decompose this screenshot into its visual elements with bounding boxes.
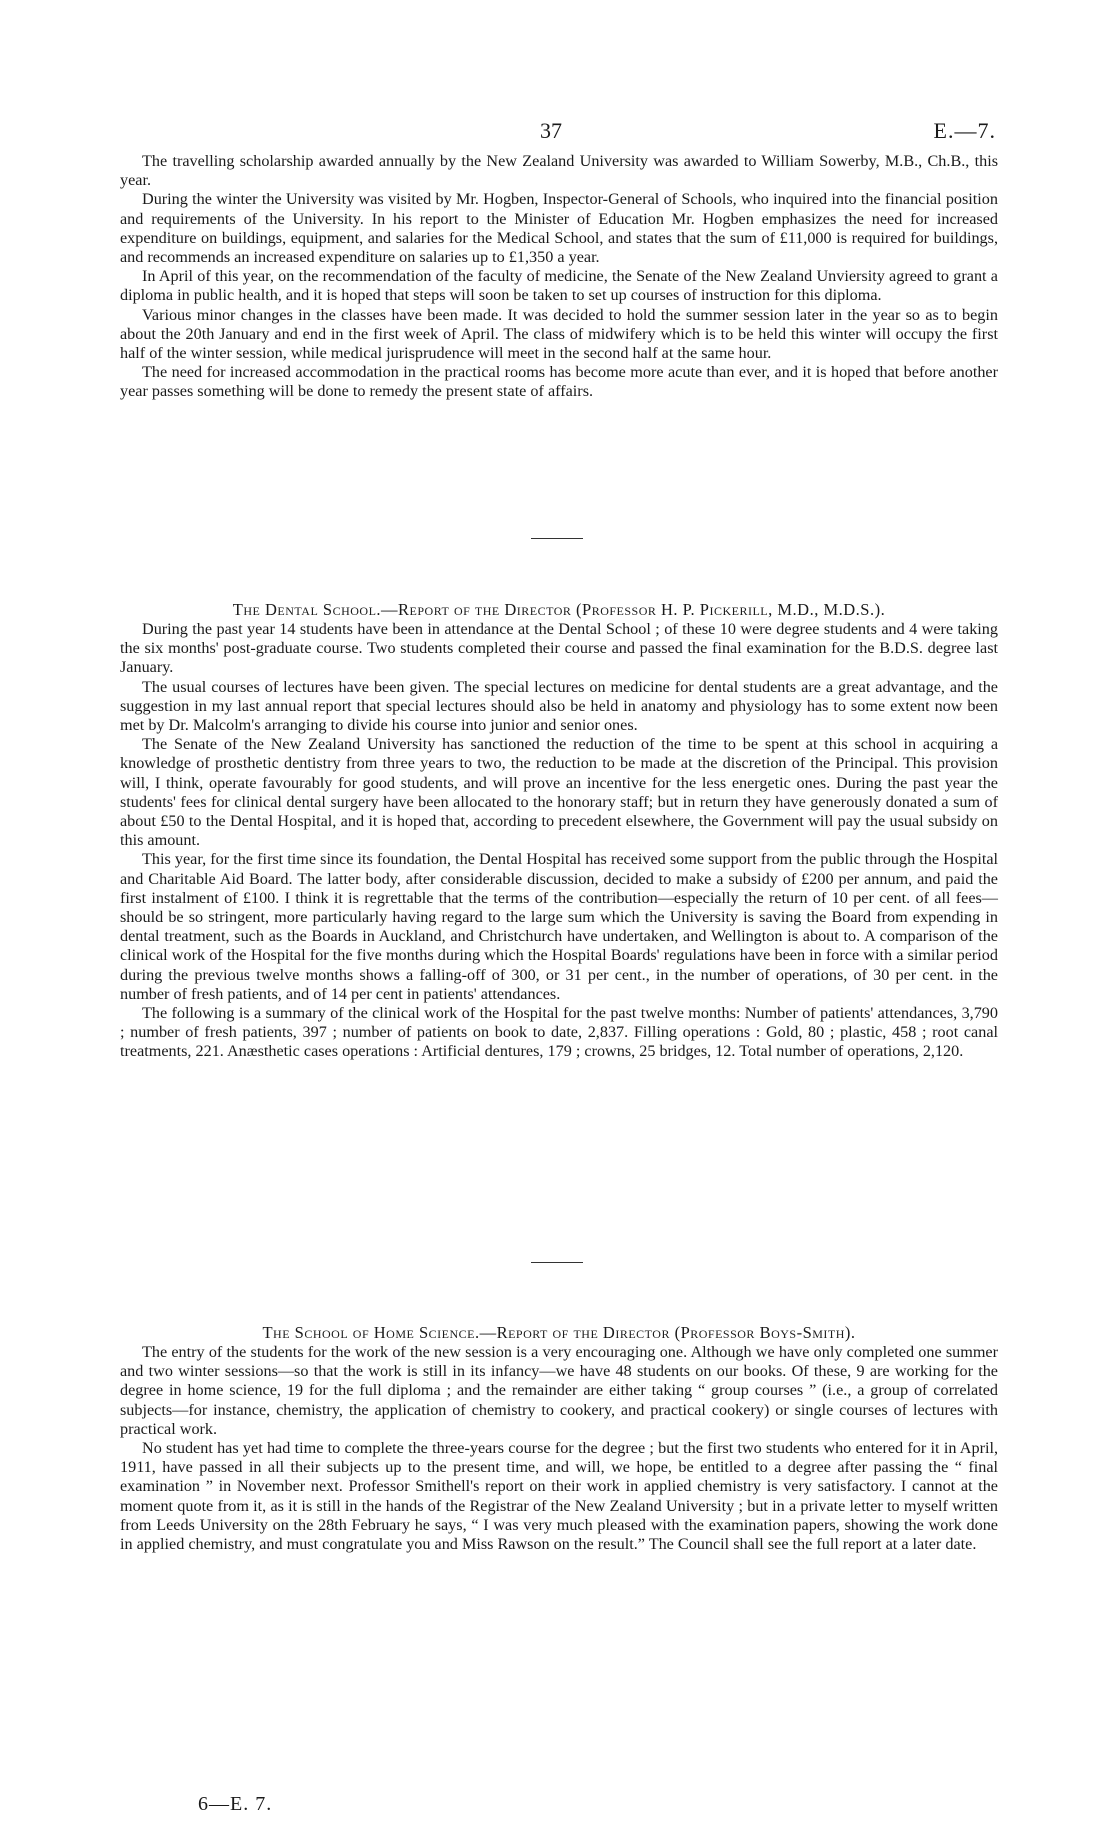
paragraph: The travelling scholarship awarded annually by the New Zealand University was awarded to William Sowerby, M.B., Ch.B., this year.: [120, 152, 998, 190]
signature-reference: 6—E. 7.: [198, 1793, 273, 1815]
section-heading: The Dental School.—Report of the Director (Professor H. P. Pickerill, M.D., M.D.S.).: [232, 600, 886, 619]
section-divider: [531, 1262, 583, 1263]
paragraph: No student has yet had time to complete the three-years course for the degree ; but the first two students who entered for it in April, 1911, have passed in all their subjects up to the present time, and will, we hope, be entitled to a degree after passing the “ final examination ” in November next. Professor Smithell's report on their work in applied chemistry is very satisfactory. I cannot at the moment quote from it, as it is still in the hands of the Registrar of the New Zealand University ; but in a private letter to myself written from Leeds University on the 28th February he says, “ I was very much pleased with the examination papers, showing the work done in applied chemistry, and must congratulate you and Miss Rawson on the result.” The Council shall see the full report at a later date.: [120, 1439, 998, 1554]
document-reference: E.—7.: [933, 118, 996, 143]
paragraph: In April of this year, on the recommendation of the faculty of medicine, the Senate of the New Zealand Unviersity agreed to grant a diploma in public health, and it is hoped that steps will soon be taken to set up courses of instruction for this diploma.: [120, 267, 998, 305]
page-number: 37: [540, 118, 562, 143]
medical-school-section: [120, 152, 998, 402]
section-divider: [531, 538, 583, 539]
paragraph: The need for increased accommodation in the practical rooms has become more acute than ever, and it is hoped that before another year passes something will be done to remedy the present state of affairs.: [120, 363, 998, 401]
paragraph: The entry of the students for the work of the new session is a very encouraging one. Although we have only completed one summer and two winter sessions—so that the work is still in its infancy—we have 48 students on our books. Of these, 9 are working for the degree in home science, 19 for the full diploma ; and the remainder are either taking “ group courses ” (i.e., a group of correlated subjects—for instance, chemistry, the application of chemistry to cookery, and practical cookery) or single courses of lectures with practical work.: [120, 1343, 998, 1438]
page-header: [0, 118, 1114, 146]
dental-school-section: [120, 600, 998, 1062]
section-heading: The School of Home Science.—Report of the Director (Professor Boys-Smith).: [262, 1323, 856, 1342]
paragraph: This year, for the first time since its foundation, the Dental Hospital has received some support from the public through the Hospital and Charitable Aid Board. The latter body, after considerable discussion, decided to make a subsidy of £200 per annum, and paid the first instalment of £100. I think it is regrettable that the terms of the contribution—especially the return of 10 per cent. of all fees—should be so stringent, more particularly having regard to the large sum which the University is saving the Board from expending in dental treatment, such as the Boards in Auckland, and Christchurch have undertaken, and Wellington is about to. A comparison of the clinical work of the Hospital for the five months during which the Hospital Boards' regulations have been in force with a similar period during the previous twelve months shows a falling-off of 300, or 31 per cent., in the number of operations, of 30 per cent. in the number of fresh patients, and of 14 per cent in patients' attendances.: [120, 850, 998, 1003]
paragraph: During the past year 14 students have been in attendance at the Dental School ; of these 10 were degree students and 4 were taking the six months' post-graduate course. Two students completed their course and passed the final examination for the B.D.S. degree last January.: [120, 620, 998, 677]
paragraph: During the winter the University was visited by Mr. Hogben, Inspector-General of Schools, who inquired into the financial position and requirements of the University. In his report to the Minister of Education Mr. Hogben emphasizes the need for increased expenditure on buildings, equipment, and salaries for the Medical School, and states that the sum of £11,000 is required for buildings, and recommends an increased expenditure on salaries up to £1,350 a year.: [120, 190, 998, 267]
paragraph: The following is a summary of the clinical work of the Hospital for the past twelve months: Number of patients' attendances, 3,790 ; number of fresh patients, 397 ; number of patients on book to date, 2,837. Filling operations : Gold, 80 ; plastic, 458 ; root canal treatments, 221. Anæsthetic cases operations : Artificial dentures, 179 ; crowns, 25 bridges, 12. Total number of operations, 2,120.: [120, 1004, 998, 1061]
paragraph: The usual courses of lectures have been given. The special lectures on medicine for dental students are a great advantage, and the suggestion in my last annual report that special lectures should also be held in anatomy and physiology has to some extent now been met by Dr. Malcolm's arranging to divide his course into junior and senior ones.: [120, 677, 998, 735]
paragraph: Various minor changes in the classes have been made. It was decided to hold the summer session later in the year so as to begin about the 20th January and end in the first week of April. The class of midwifery which is to be held this winter will occupy the first half of the winter session, while medical jurisprudence will meet in the second half at the same hour.: [120, 305, 998, 363]
paragraph: The Senate of the New Zealand University has sanctioned the reduction of the time to be spent at this school in acquiring a knowledge of prosthetic dentistry from three years to two, the reduction to be made at the discretion of the Principal. This provision will, I think, operate favourably for good students, and will prove an incentive for the less energetic ones. During the past year the students' fees for clinical dental surgery have been allocated to the honorary staff; but in return they have generously donated a sum of about £50 to the Dental Hospital, and it is hoped that, according to precedent elsewhere, the Government will pay the usual subsidy on this amount.: [120, 735, 998, 850]
home-science-section: [120, 1323, 998, 1554]
